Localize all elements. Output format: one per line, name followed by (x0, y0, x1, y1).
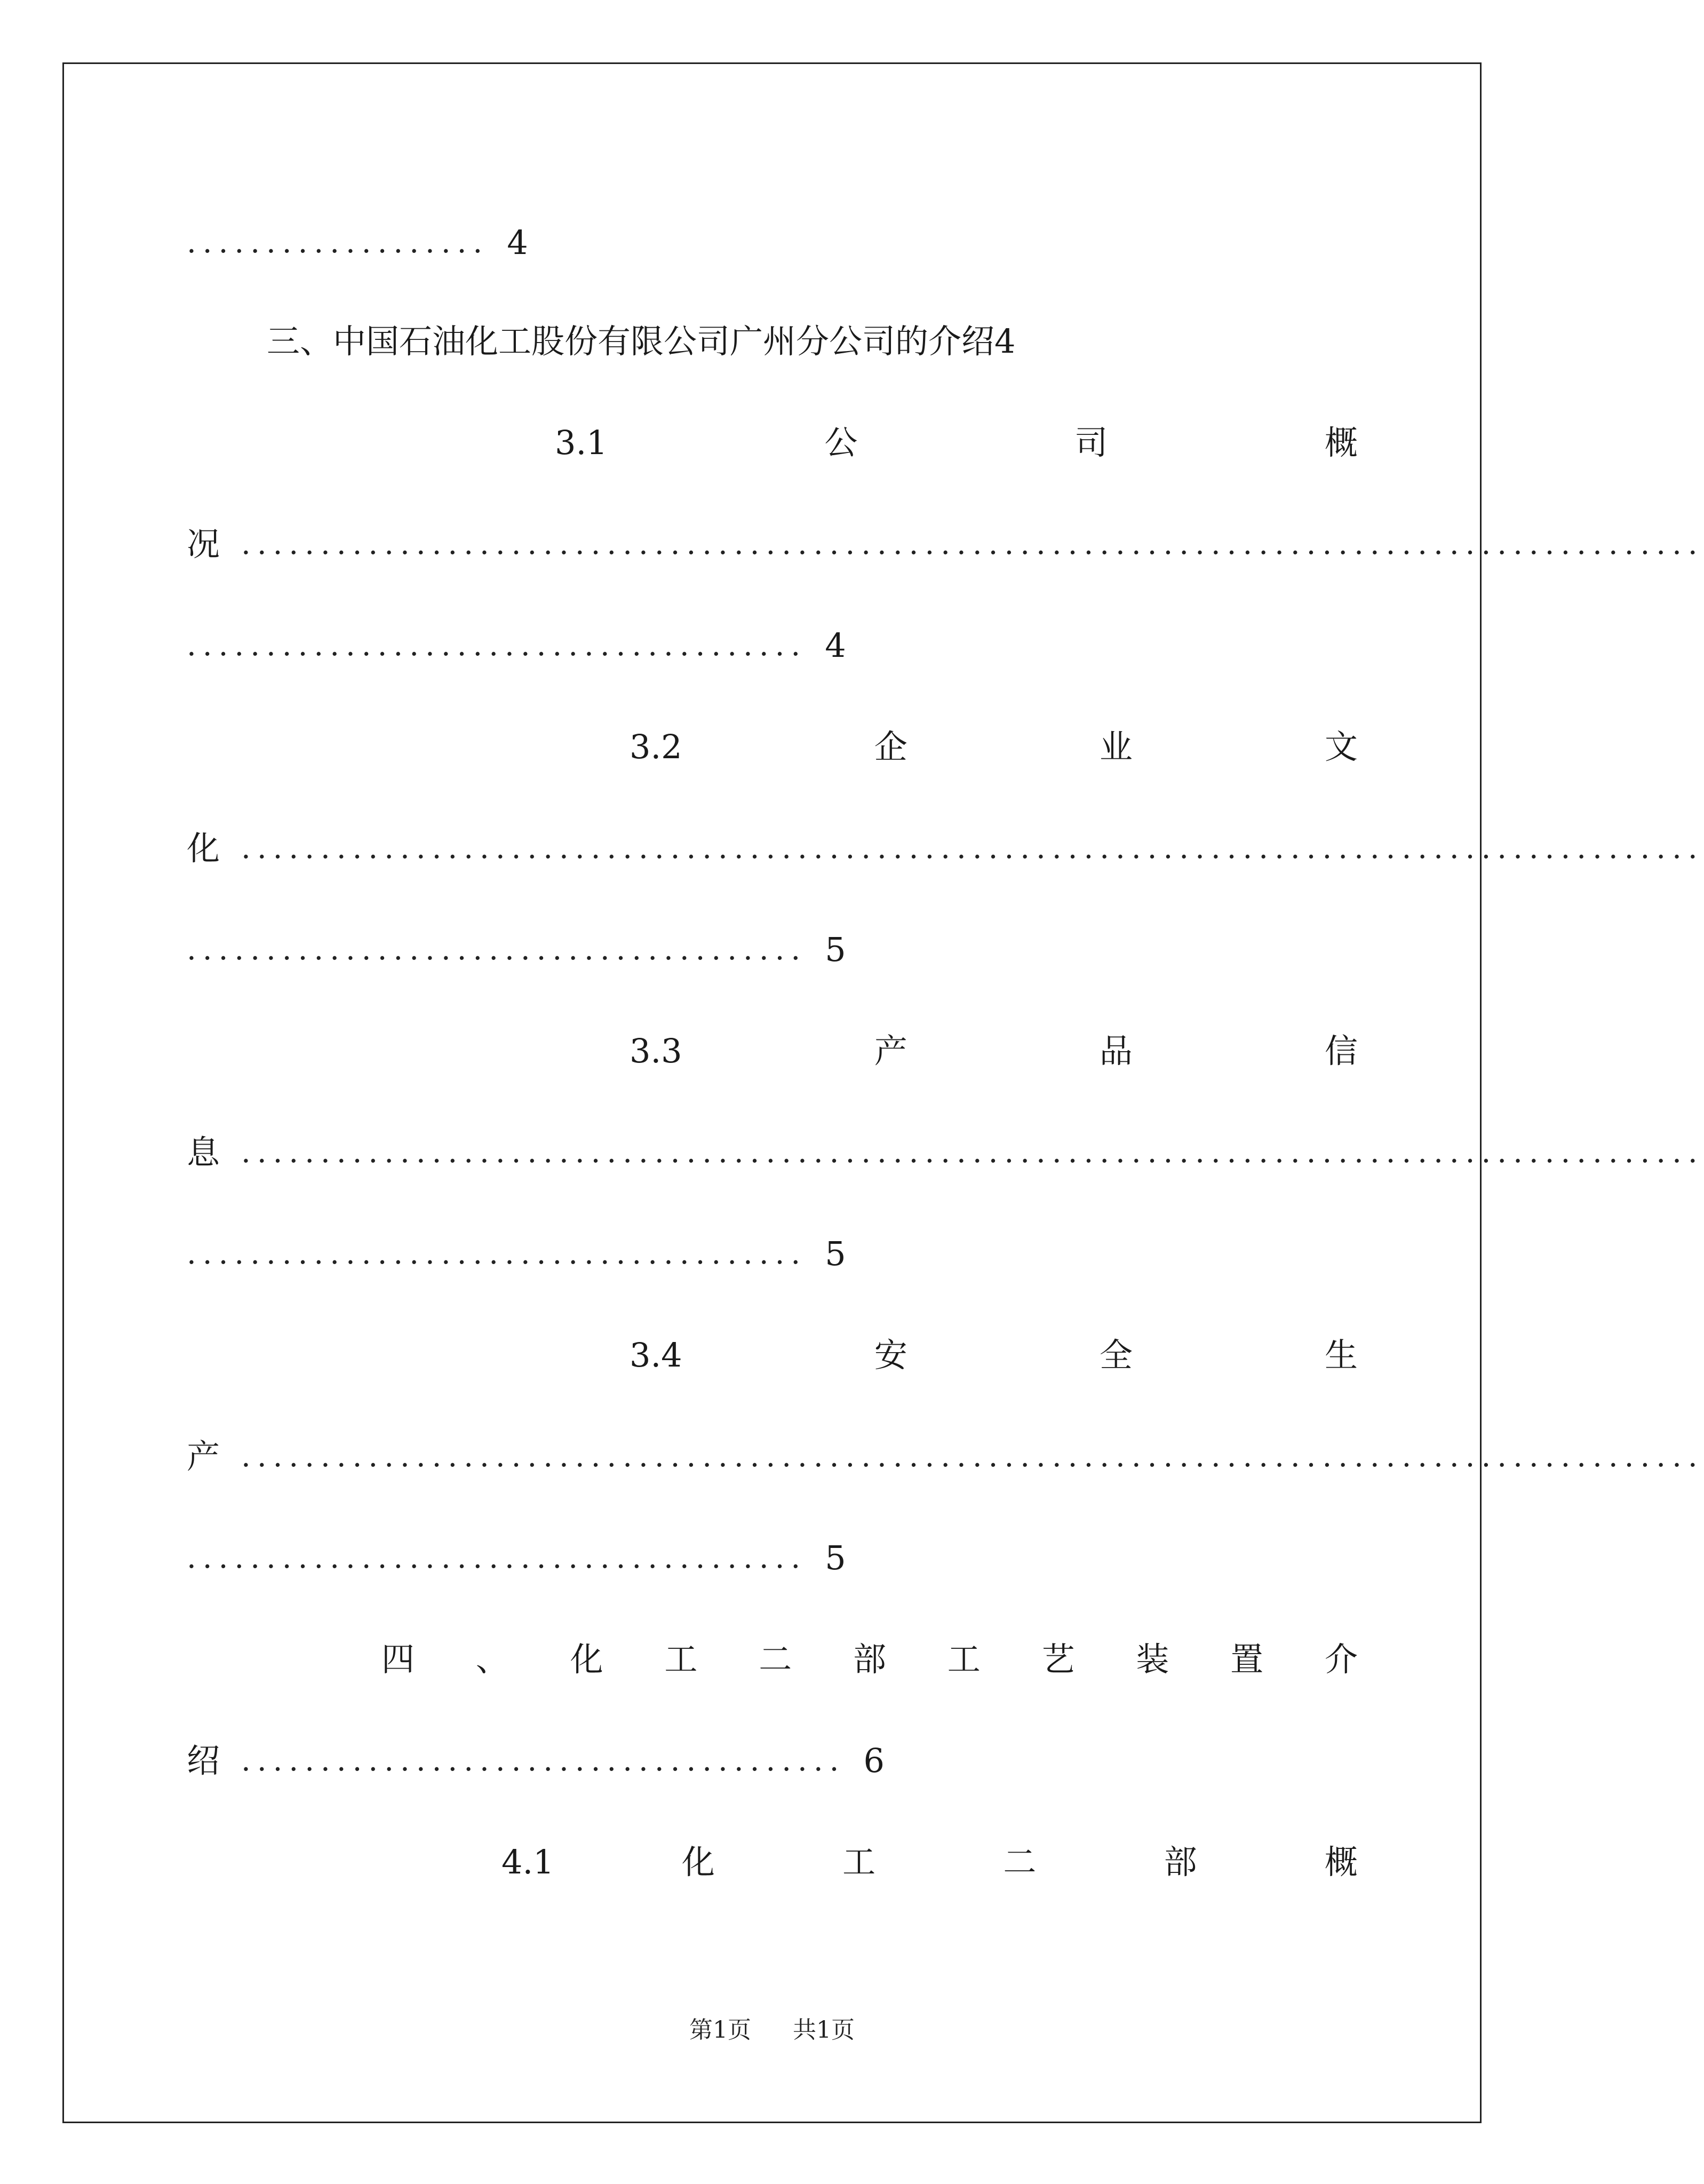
toc-word: 3.3 (630, 1031, 682, 1070)
dot-leader: ....................................... (187, 1540, 807, 1575)
toc-entry-section-4-leader (187, 1732, 1382, 1790)
toc-entry-3-1 (555, 414, 1358, 472)
toc-word: 工 (842, 1842, 876, 1881)
dot-leader: ....................................... (187, 932, 807, 967)
toc-entry-3-3-page (187, 1225, 1382, 1283)
toc-entry-3-4-page (187, 1529, 1382, 1587)
dot-leader: ...................................... (241, 1743, 846, 1778)
toc-word: 3.4 (630, 1336, 682, 1375)
page-number: 5 (825, 1234, 846, 1273)
toc-word: 安 (874, 1336, 907, 1375)
toc-word: 息 (187, 1133, 220, 1172)
toc-entry-4-1 (501, 1833, 1358, 1892)
toc-entry-text: 三、中国石油化工股份有限公司广州分公司的介绍4 (267, 322, 1016, 361)
toc-word: 产 (187, 1437, 220, 1476)
dot-leader: ............................................................................................ (241, 1135, 1704, 1170)
toc-word: 3.2 (630, 727, 682, 766)
toc-word: 部 (853, 1640, 886, 1679)
toc-entry-3-4 (630, 1326, 1358, 1385)
toc-word: 产 (874, 1031, 907, 1070)
dot-leader: ............................................................................................ (241, 1439, 1704, 1474)
toc-entry-section-3 (267, 312, 1462, 371)
toc-word: 部 (1164, 1842, 1197, 1881)
toc-word: 品 (1099, 1031, 1133, 1070)
dot-leader: ................... (187, 225, 489, 260)
toc-word: 司 (1074, 423, 1108, 462)
toc-word: 二 (759, 1640, 792, 1679)
toc-word: 二 (1003, 1842, 1037, 1881)
toc-entry-3-1-leader (187, 515, 1704, 574)
toc-word: 公 (824, 423, 858, 462)
toc-word: 概 (1324, 423, 1358, 462)
toc-entry-section-4 (381, 1630, 1358, 1689)
toc-word: 信 (1324, 1031, 1358, 1070)
toc-word: 况 (187, 525, 220, 563)
toc-entry-3-3-leader (187, 1123, 1704, 1182)
toc-word: 置 (1230, 1640, 1264, 1679)
page-border (62, 62, 1482, 2123)
toc-entry-3-2-leader (187, 819, 1704, 878)
toc-word: 化 (570, 1640, 603, 1679)
toc-entry-3-2 (630, 718, 1358, 776)
toc-word: 四 (381, 1640, 415, 1679)
toc-entry-3-3 (630, 1022, 1358, 1081)
toc-entry-3-1-page (187, 616, 1382, 675)
toc-word: 文 (1324, 727, 1358, 766)
page-footer (0, 2012, 1544, 2049)
page-number: 4 (507, 223, 528, 262)
toc-word: 绍 (187, 1741, 220, 1780)
toc-word: 3.1 (555, 423, 608, 462)
toc-word: 工 (664, 1640, 698, 1679)
toc-word: 企 (874, 727, 907, 766)
page-number: 5 (825, 930, 846, 969)
toc-word: 艺 (1041, 1640, 1075, 1679)
toc-word: 生 (1324, 1336, 1358, 1375)
toc-word: 业 (1099, 727, 1133, 766)
toc-entry-continuation (187, 213, 1382, 272)
dot-leader: ....................................... (187, 1236, 807, 1271)
toc-word: 装 (1136, 1640, 1169, 1679)
toc-entry-3-4-leader (187, 1427, 1704, 1486)
dot-leader: ............................................................................................ (241, 527, 1704, 561)
toc-word: 介 (1324, 1640, 1358, 1679)
total-pages-label: 共1页 (793, 2016, 855, 2044)
toc-word: 4.1 (501, 1842, 554, 1881)
dot-leader: ............................................................................................ (241, 831, 1704, 865)
toc-word: 化 (681, 1842, 715, 1881)
toc-word: 全 (1099, 1336, 1133, 1375)
current-page-label: 第1页 (689, 2016, 751, 2044)
toc-word: 工 (947, 1640, 981, 1679)
page-number: 6 (863, 1741, 885, 1780)
toc-word: 化 (187, 829, 220, 868)
page-number: 5 (825, 1538, 846, 1577)
dot-leader: ....................................... (187, 628, 807, 663)
toc-word: 、 (475, 1640, 509, 1679)
toc-word: 概 (1324, 1842, 1358, 1881)
toc-entry-3-2-page (187, 920, 1382, 979)
page-number: 4 (825, 626, 846, 665)
